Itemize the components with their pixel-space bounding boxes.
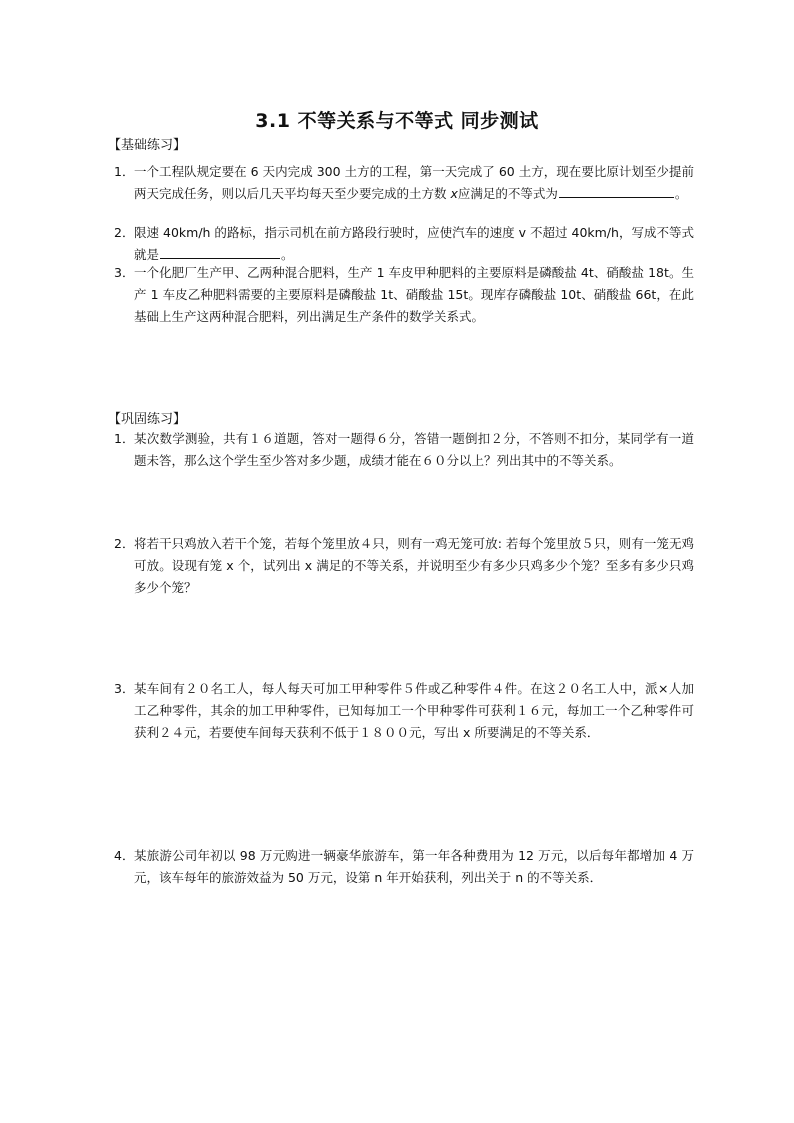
variable-x: x — [450, 186, 458, 201]
basic-question-2 — [114, 222, 694, 266]
consolidate-question-2 — [114, 533, 694, 599]
consolidate-section — [108, 410, 694, 430]
basic-heading: 【基础练习】 — [108, 138, 187, 153]
question-text: 一个化肥厂生产甲、乙两种混合肥料，生产 1 车皮甲种肥料的主要原料是磷酸盐 4t、硝酸盐 18t。生产 1 车皮乙种肥料需要的主要原料是磷酸盐 1t、硝酸盐 15t。现库存磷酸盐 10t、硝酸盐 66t，在此基础上生产这两种混合肥料，列出满足生产条件的数学关系式。 — [134, 265, 694, 324]
answer-blank[interactable] — [160, 244, 280, 259]
basic-section — [108, 136, 694, 156]
question-text: 一个工程队规定要在 6 天内完成 300 土方的工程，第一天完成了 60 土方，现在要比原计划至少提前两天完成任务，则以后几天平均每天至少要完成的土方数 x应满足的不等式为 。 — [134, 164, 694, 201]
answer-blank[interactable] — [559, 183, 674, 198]
question-text: 限速 40km/h 的路标，指示司机在前方路段行驶时，应使汽车的速度 v 不超过 40km/h，写成不等式就是 。 — [134, 225, 694, 262]
question-number: 2． — [114, 536, 135, 551]
question-number: 1． — [114, 431, 135, 446]
basic-question-1 — [114, 161, 694, 205]
question-number: 3． — [114, 681, 135, 696]
question-number: 1． — [114, 164, 135, 179]
question-number: 4． — [114, 848, 135, 863]
question-text: 某次数学测验，共有１６道题，答对一题得６分，答错一题倒扣２分，不答则不扣分，某同学有一道题未答，那么这个学生至少答对多少题，成绩才能在６０分以上？列出其中的不等关系。 — [134, 431, 694, 468]
question-number: 3． — [114, 265, 135, 280]
basic-question-3 — [114, 262, 694, 328]
question-text: 某车间有２０名工人，每人每天可加工甲种零件５件或乙种零件４件。在这２０名工人中，派×人加工乙种零件，其余的加工甲种零件，已知每加工一个甲种零件可获利１６元，每加工一个乙种零件可获利２４元，若要使车间每天获利不低于１８００元，写出 x 所要满足的不等关系． — [134, 681, 694, 740]
consolidate-question-3 — [114, 678, 694, 744]
question-text: 将若干只鸡放入若干个笼，若每个笼里放４只，则有一鸡无笼可放: 若每个笼里放５只，则有一笼无鸡可放。设现有笼 x 个，试列出 x 满足的不等关系，并说明至少有多少只鸡多少个笼？至多有多少只鸡多少个笼？ — [134, 536, 694, 595]
consolidate-heading: 【巩固练习】 — [108, 412, 187, 427]
question-text: 某旅游公司年初以 98 万元购进一辆豪华旅游车，第一年各种费用为 12 万元，以后每年都增加 4 万元，该车每年的旅游效益为 50 万元，设第 n 年开始获利，列出关于 n 的不等关系． — [134, 848, 694, 885]
consolidate-question-1 — [114, 428, 694, 472]
consolidate-question-4 — [114, 845, 694, 889]
page-title: 3.1 不等关系与不等式 同步测试 — [255, 110, 539, 132]
question-number: 2． — [114, 225, 135, 240]
